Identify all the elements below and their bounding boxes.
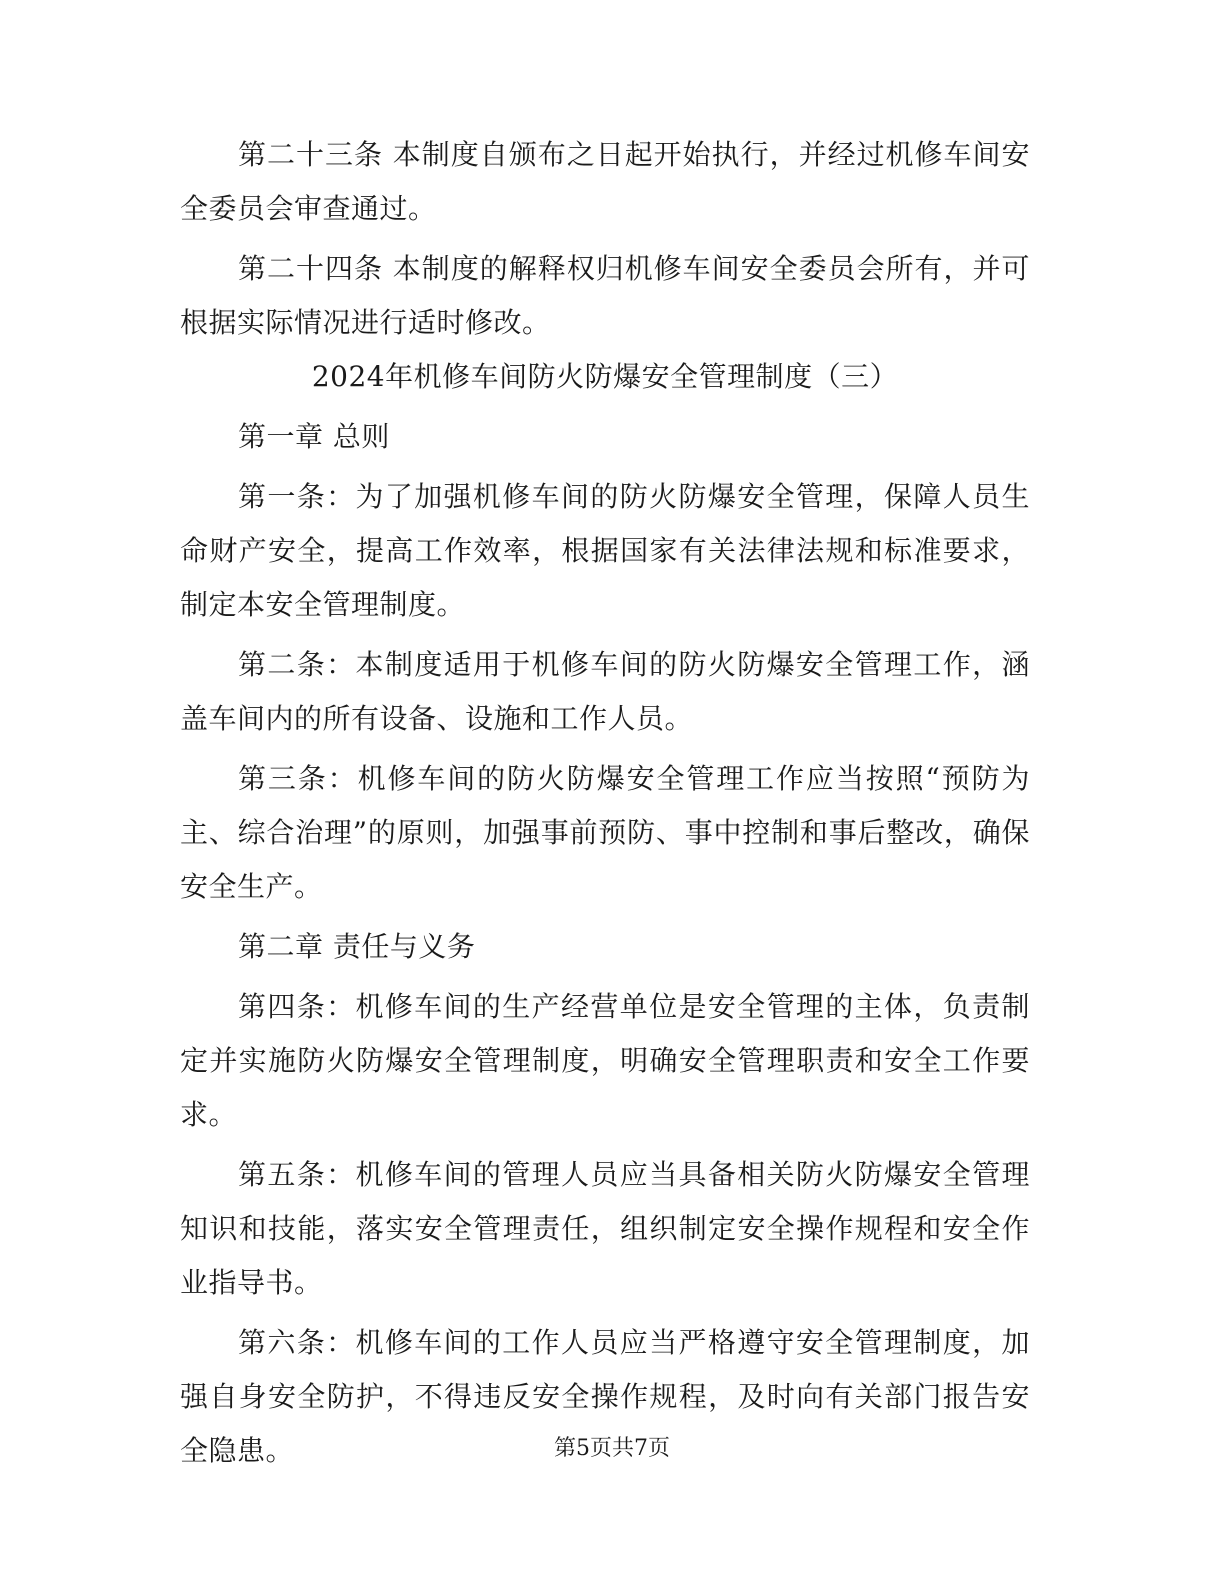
article-24-paragraph: 第二十四条 本制度的解释权归机修车间安全委员会所有，并可根据实际情况进行适时修改。 (180, 252, 1030, 339)
document-body (180, 128, 1030, 1478)
article-6-paragraph: 第六条：机修车间的工作人员应当严格遵守安全管理制度，加强自身安全防护，不得违反安全操作规程，及时向有关部门报告安全隐患。 (180, 1326, 1030, 1467)
chapter-2-heading: 第二章 责任与义务 (238, 930, 476, 963)
article-5-paragraph: 第五条：机修车间的管理人员应当具备相关防火防爆安全管理知识和技能，落实安全管理责任，组织制定安全操作规程和安全作业指导书。 (180, 1158, 1030, 1299)
article-3-paragraph: 第三条：机修车间的防火防爆安全管理工作应当按照“预防为主、综合治理”的原则，加强事前预防、事中控制和事后整改，确保安全生产。 (180, 762, 1030, 903)
article-23-paragraph: 第二十三条 本制度自颁布之日起开始执行，并经过机修车间安全委员会审查通过。 (180, 138, 1030, 225)
article-2-paragraph: 第二条：本制度适用于机修车间的防火防爆安全管理工作，涵盖车间内的所有设备、设施和工作人员。 (180, 648, 1030, 735)
section-title: 2024年机修车间防火防爆安全管理制度（三） (311, 360, 899, 393)
page-number-footer: 第5页共7页 (554, 1436, 670, 1461)
article-1-paragraph: 第一条：为了加强机修车间的防火防爆安全管理，保障人员生命财产安全，提高工作效率，根据国家有关法律法规和标准要求，制定本安全管理制度。 (180, 480, 1030, 621)
chapter-1-heading: 第一章 总则 (238, 420, 390, 453)
article-4-paragraph: 第四条：机修车间的生产经营单位是安全管理的主体，负责制定并实施防火防爆安全管理制度，明确安全管理职责和安全工作要求。 (180, 990, 1030, 1131)
